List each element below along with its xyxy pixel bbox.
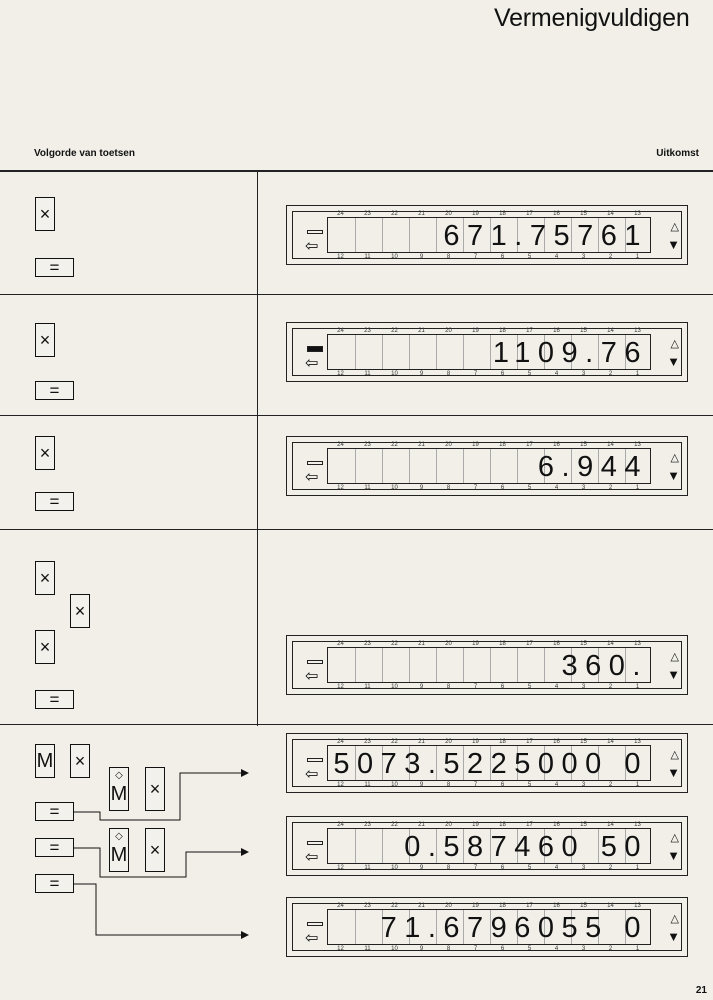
result-header: Uitkomst bbox=[656, 148, 699, 159]
position-label: 3 bbox=[581, 485, 586, 491]
sign-indicator bbox=[307, 841, 323, 845]
position-label: 21 bbox=[418, 822, 425, 828]
position-label: 21 bbox=[418, 328, 425, 334]
position-label: 13 bbox=[634, 903, 641, 909]
flow-arrow bbox=[74, 884, 248, 935]
position-label: 4 bbox=[554, 371, 559, 377]
position-label: 3 bbox=[581, 254, 586, 260]
position-label: 3 bbox=[581, 371, 586, 377]
position-label: 22 bbox=[391, 442, 398, 448]
position-label: 9 bbox=[419, 946, 424, 952]
position-label: 15 bbox=[580, 739, 587, 745]
equals-key[interactable]: = bbox=[35, 802, 74, 821]
sign-indicator bbox=[307, 922, 323, 926]
position-label: 18 bbox=[499, 822, 506, 828]
position-label: 3 bbox=[581, 684, 586, 690]
position-label: 24 bbox=[337, 211, 344, 217]
up-triangle-icon: △ bbox=[670, 749, 679, 761]
down-triangle-icon: ▼ bbox=[667, 237, 680, 252]
position-label: 17 bbox=[526, 641, 533, 647]
position-label: 15 bbox=[580, 211, 587, 217]
position-label: 20 bbox=[445, 328, 452, 334]
digit-window bbox=[327, 448, 651, 484]
position-label: 9 bbox=[419, 782, 424, 788]
digit-window bbox=[327, 647, 651, 683]
position-label: 14 bbox=[607, 903, 614, 909]
position-label: 11 bbox=[364, 371, 371, 377]
position-label: 16 bbox=[553, 641, 560, 647]
position-label: 16 bbox=[553, 328, 560, 334]
calculator-display bbox=[286, 816, 688, 876]
position-label: 9 bbox=[419, 485, 424, 491]
digit-window bbox=[327, 217, 651, 253]
position-label: 12 bbox=[337, 946, 344, 952]
position-label: 24 bbox=[337, 822, 344, 828]
backspace-icon: ⇦ bbox=[305, 355, 319, 372]
diamond-icon: ◇ bbox=[115, 831, 123, 842]
down-triangle-icon: ▼ bbox=[667, 354, 680, 369]
position-label: 2 bbox=[608, 371, 613, 377]
position-label: 19 bbox=[472, 739, 479, 745]
up-triangle-icon: △ bbox=[670, 221, 679, 233]
position-label: 23 bbox=[364, 822, 371, 828]
key-sequence-header: Volgorde van toetsen bbox=[34, 148, 135, 159]
digit-window bbox=[327, 909, 651, 945]
equals-key[interactable]: = bbox=[35, 258, 74, 277]
position-label: 15 bbox=[580, 442, 587, 448]
position-label: 6 bbox=[500, 865, 505, 871]
position-label: 20 bbox=[445, 903, 452, 909]
down-triangle-icon: ▼ bbox=[667, 848, 680, 863]
sign-indicator bbox=[307, 660, 323, 664]
position-label: 15 bbox=[580, 641, 587, 647]
position-label: 12 bbox=[337, 254, 344, 260]
times-key[interactable]: × bbox=[35, 561, 55, 595]
position-label: 9 bbox=[419, 684, 424, 690]
display-value: 5073.5225000 0 bbox=[333, 748, 648, 780]
calculator-display bbox=[286, 436, 688, 496]
times-key[interactable]: × bbox=[35, 323, 55, 357]
position-label: 9 bbox=[419, 865, 424, 871]
position-label: 22 bbox=[391, 739, 398, 745]
position-label: 21 bbox=[418, 641, 425, 647]
digit-window bbox=[327, 745, 651, 781]
position-label: 22 bbox=[391, 822, 398, 828]
position-label: 4 bbox=[554, 782, 559, 788]
calculator-display bbox=[286, 205, 688, 265]
up-triangle-icon: △ bbox=[670, 832, 679, 844]
up-triangle-icon: △ bbox=[670, 913, 679, 925]
position-label: 5 bbox=[527, 782, 532, 788]
display-value: 1109.76 bbox=[492, 337, 648, 369]
position-label: 8 bbox=[446, 946, 451, 952]
times-key[interactable]: × bbox=[35, 630, 55, 664]
equals-key[interactable]: = bbox=[35, 838, 74, 857]
position-label: 21 bbox=[418, 211, 425, 217]
position-label: 2 bbox=[608, 684, 613, 690]
position-label: 18 bbox=[499, 641, 506, 647]
position-label: 7 bbox=[473, 371, 478, 377]
position-label: 8 bbox=[446, 485, 451, 491]
position-label: 10 bbox=[391, 946, 398, 952]
position-label: 21 bbox=[418, 442, 425, 448]
position-label: 3 bbox=[581, 865, 586, 871]
sign-indicator bbox=[307, 230, 323, 234]
position-label: 8 bbox=[446, 254, 451, 260]
position-label: 23 bbox=[364, 442, 371, 448]
equals-key[interactable]: = bbox=[35, 381, 74, 400]
position-label: 1 bbox=[635, 684, 640, 690]
position-label: 2 bbox=[608, 946, 613, 952]
position-label: 17 bbox=[526, 211, 533, 217]
position-label: 22 bbox=[391, 328, 398, 334]
position-label: 18 bbox=[499, 442, 506, 448]
position-label: 7 bbox=[473, 485, 478, 491]
position-label: 8 bbox=[446, 782, 451, 788]
position-label: 11 bbox=[364, 684, 371, 690]
down-triangle-icon: ▼ bbox=[667, 929, 680, 944]
position-label: 1 bbox=[635, 371, 640, 377]
position-label: 20 bbox=[445, 822, 452, 828]
position-label: 6 bbox=[500, 371, 505, 377]
display-value: 6.944 bbox=[537, 451, 648, 483]
position-label: 11 bbox=[364, 946, 371, 952]
position-label: 17 bbox=[526, 739, 533, 745]
position-label: 8 bbox=[446, 371, 451, 377]
position-label: 16 bbox=[553, 739, 560, 745]
position-label: 1 bbox=[635, 865, 640, 871]
diamond-icon: ◇ bbox=[115, 770, 123, 781]
position-label: 15 bbox=[580, 903, 587, 909]
position-label: 7 bbox=[473, 782, 478, 788]
position-label: 3 bbox=[581, 782, 586, 788]
position-label: 1 bbox=[635, 946, 640, 952]
position-label: 3 bbox=[581, 946, 586, 952]
backspace-icon: ⇦ bbox=[305, 766, 319, 783]
position-label: 5 bbox=[527, 684, 532, 690]
position-label: 2 bbox=[608, 782, 613, 788]
position-label: 15 bbox=[580, 328, 587, 334]
down-triangle-icon: ▼ bbox=[667, 765, 680, 780]
position-label: 18 bbox=[499, 211, 506, 217]
position-label: 5 bbox=[527, 946, 532, 952]
position-label: 18 bbox=[499, 739, 506, 745]
position-label: 24 bbox=[337, 739, 344, 745]
position-label: 10 bbox=[391, 485, 398, 491]
position-label: 16 bbox=[553, 442, 560, 448]
position-label: 8 bbox=[446, 865, 451, 871]
display-value: 360. bbox=[561, 650, 648, 682]
up-triangle-icon: △ bbox=[670, 651, 679, 663]
position-label: 15 bbox=[580, 822, 587, 828]
sign-indicator bbox=[307, 346, 323, 352]
position-label: 4 bbox=[554, 485, 559, 491]
position-label: 23 bbox=[364, 903, 371, 909]
equals-key[interactable]: = bbox=[35, 874, 74, 893]
position-label: 22 bbox=[391, 903, 398, 909]
position-label: 17 bbox=[526, 442, 533, 448]
position-label: 5 bbox=[527, 371, 532, 377]
sign-indicator bbox=[307, 461, 323, 465]
position-label: 24 bbox=[337, 328, 344, 334]
position-label: 10 bbox=[391, 782, 398, 788]
backspace-icon: ⇦ bbox=[305, 238, 319, 255]
position-label: 6 bbox=[500, 485, 505, 491]
position-label: 2 bbox=[608, 254, 613, 260]
position-label: 23 bbox=[364, 641, 371, 647]
memory-key[interactable]: M bbox=[35, 744, 55, 778]
flow-arrow bbox=[74, 848, 248, 877]
position-label: 23 bbox=[364, 211, 371, 217]
position-label: 20 bbox=[445, 442, 452, 448]
calculator-display bbox=[286, 733, 688, 793]
position-label: 19 bbox=[472, 641, 479, 647]
position-label: 19 bbox=[472, 211, 479, 217]
position-label: 24 bbox=[337, 442, 344, 448]
display-value: 0.587460 50 bbox=[404, 831, 648, 863]
position-label: 20 bbox=[445, 211, 452, 217]
position-label: 19 bbox=[472, 328, 479, 334]
position-label: 16 bbox=[553, 903, 560, 909]
position-label: 20 bbox=[445, 739, 452, 745]
position-label: 6 bbox=[500, 684, 505, 690]
position-label: 20 bbox=[445, 641, 452, 647]
position-label: 10 bbox=[391, 865, 398, 871]
position-label: 2 bbox=[608, 865, 613, 871]
position-label: 12 bbox=[337, 371, 344, 377]
times-key[interactable]: × bbox=[145, 828, 165, 872]
position-label: 16 bbox=[553, 211, 560, 217]
position-label: 13 bbox=[634, 822, 641, 828]
position-label: 1 bbox=[635, 254, 640, 260]
down-triangle-icon: ▼ bbox=[667, 667, 680, 682]
position-label: 19 bbox=[472, 903, 479, 909]
position-label: 12 bbox=[337, 485, 344, 491]
position-label: 2 bbox=[608, 485, 613, 491]
position-label: 19 bbox=[472, 442, 479, 448]
position-label: 1 bbox=[635, 782, 640, 788]
times-key[interactable]: × bbox=[70, 744, 90, 778]
position-label: 7 bbox=[473, 946, 478, 952]
calculator-display bbox=[286, 897, 688, 957]
flow-arrow bbox=[74, 770, 248, 820]
sign-indicator bbox=[307, 758, 323, 762]
times-key[interactable]: × bbox=[145, 767, 165, 811]
position-label: 17 bbox=[526, 328, 533, 334]
position-label: 12 bbox=[337, 684, 344, 690]
position-label: 6 bbox=[500, 254, 505, 260]
position-label: 5 bbox=[527, 865, 532, 871]
position-label: 24 bbox=[337, 641, 344, 647]
position-label: 5 bbox=[527, 254, 532, 260]
position-label: 17 bbox=[526, 822, 533, 828]
position-label: 9 bbox=[419, 254, 424, 260]
position-label: 14 bbox=[607, 442, 614, 448]
position-label: 8 bbox=[446, 684, 451, 690]
backspace-icon: ⇦ bbox=[305, 668, 319, 685]
position-label: 5 bbox=[527, 485, 532, 491]
position-label: 6 bbox=[500, 946, 505, 952]
position-label: 17 bbox=[526, 903, 533, 909]
position-label: 4 bbox=[554, 946, 559, 952]
display-value: 71.6796055 0 bbox=[380, 912, 648, 944]
position-label: 10 bbox=[391, 371, 398, 377]
digit-window bbox=[327, 828, 651, 864]
position-label: 14 bbox=[607, 641, 614, 647]
display-value: 671.75761 bbox=[443, 220, 648, 252]
position-label: 14 bbox=[607, 739, 614, 745]
up-triangle-icon: △ bbox=[670, 452, 679, 464]
position-label: 18 bbox=[499, 328, 506, 334]
position-label: 11 bbox=[364, 485, 371, 491]
position-label: 14 bbox=[607, 328, 614, 334]
position-label: 11 bbox=[364, 254, 371, 260]
position-label: 4 bbox=[554, 684, 559, 690]
page-title: Vermenigvuldigen bbox=[494, 4, 690, 32]
position-label: 13 bbox=[634, 211, 641, 217]
position-label: 22 bbox=[391, 211, 398, 217]
position-label: 6 bbox=[500, 782, 505, 788]
times-key[interactable]: × bbox=[35, 436, 55, 470]
position-label: 12 bbox=[337, 782, 344, 788]
backspace-icon: ⇦ bbox=[305, 849, 319, 866]
equals-key[interactable]: = bbox=[35, 690, 74, 709]
position-label: 1 bbox=[635, 485, 640, 491]
position-label: 16 bbox=[553, 822, 560, 828]
memory-key-label: M bbox=[110, 844, 128, 866]
position-label: 21 bbox=[418, 739, 425, 745]
position-label: 7 bbox=[473, 254, 478, 260]
position-label: 13 bbox=[634, 328, 641, 334]
position-label: 13 bbox=[634, 641, 641, 647]
calculator-display bbox=[286, 322, 688, 382]
page-number: 21 bbox=[695, 985, 707, 996]
position-label: 14 bbox=[607, 211, 614, 217]
times-key[interactable]: × bbox=[70, 594, 90, 628]
position-label: 22 bbox=[391, 641, 398, 647]
position-label: 11 bbox=[364, 782, 371, 788]
position-label: 10 bbox=[391, 684, 398, 690]
position-label: 14 bbox=[607, 822, 614, 828]
position-label: 13 bbox=[634, 442, 641, 448]
position-label: 4 bbox=[554, 254, 559, 260]
position-label: 7 bbox=[473, 865, 478, 871]
digit-window bbox=[327, 334, 651, 370]
position-label: 23 bbox=[364, 328, 371, 334]
position-label: 21 bbox=[418, 903, 425, 909]
position-label: 10 bbox=[391, 254, 398, 260]
backspace-icon: ⇦ bbox=[305, 930, 319, 947]
memory-key-label: M bbox=[110, 783, 128, 805]
position-label: 19 bbox=[472, 822, 479, 828]
position-label: 18 bbox=[499, 903, 506, 909]
down-triangle-icon: ▼ bbox=[667, 468, 680, 483]
position-label: 7 bbox=[473, 684, 478, 690]
position-label: 4 bbox=[554, 865, 559, 871]
position-label: 12 bbox=[337, 865, 344, 871]
up-triangle-icon: △ bbox=[670, 338, 679, 350]
position-label: 24 bbox=[337, 903, 344, 909]
backspace-icon: ⇦ bbox=[305, 469, 319, 486]
times-key[interactable]: × bbox=[35, 197, 55, 231]
position-label: 13 bbox=[634, 739, 641, 745]
position-label: 11 bbox=[364, 865, 371, 871]
position-label: 9 bbox=[419, 371, 424, 377]
position-label: 23 bbox=[364, 739, 371, 745]
equals-key[interactable]: = bbox=[35, 492, 74, 511]
calculator-display bbox=[286, 635, 688, 695]
